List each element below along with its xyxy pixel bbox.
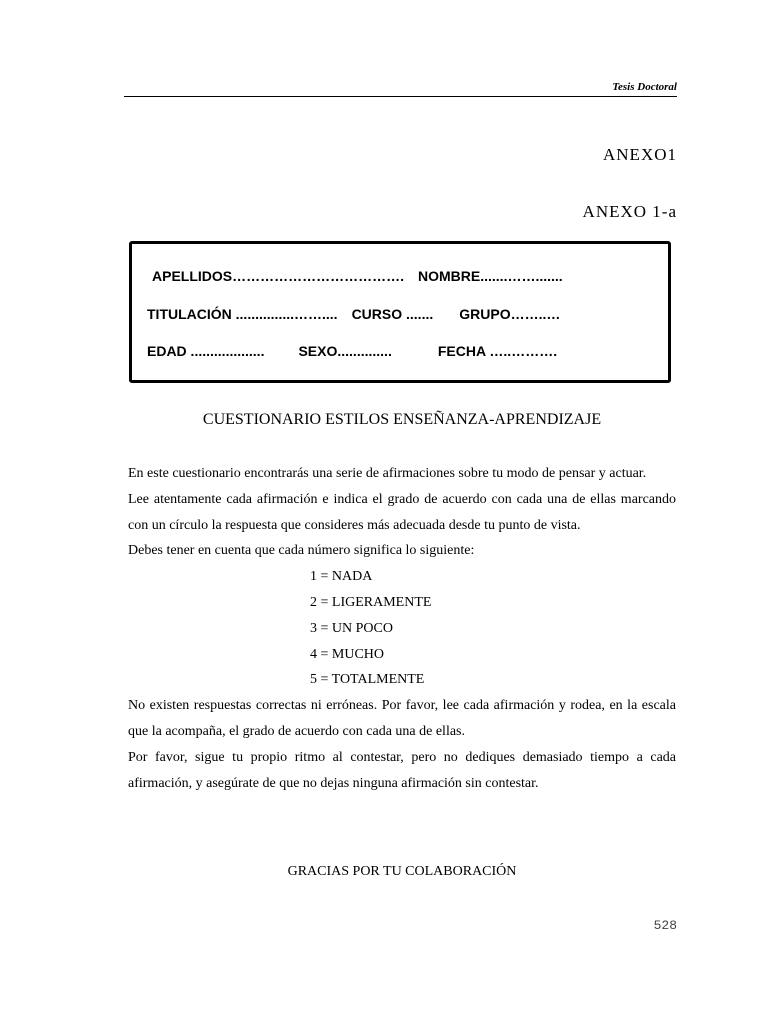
rating-scale xyxy=(310,564,676,693)
intro-paragraph: Debes tener en cuenta que cada número significa lo siguiente: xyxy=(128,543,475,559)
scale-item: 2 = LIGERAMENTE xyxy=(310,594,432,610)
form-row-name xyxy=(152,268,563,284)
annex-subtitle: ANEXO 1-a xyxy=(582,202,677,221)
scale-item: 1 = NADA xyxy=(310,569,373,585)
student-info-form xyxy=(129,241,671,383)
page-number: 528 xyxy=(653,918,677,933)
intro-paragraph: Lee atentamente cada afirmación e indica el grado de acuerdo con cada una de ellas marcando con un círculo la respuesta que consideres más adecuada desde tu punto de vista. xyxy=(128,491,676,533)
outro-paragraph: No existen respuestas correctas ni erróneas. Por favor, lee cada afirmación y rodea, en la escala que la acompaña, el grado de acuerdo con cada una de ellas. xyxy=(128,698,676,739)
form-row-personal xyxy=(147,343,557,359)
curso-field[interactable]: CURSO ....... xyxy=(351,306,434,322)
running-header: Tesis Doctoral xyxy=(612,81,677,93)
nombre-field[interactable]: NOMBRE.......……....... xyxy=(418,268,563,284)
scale-item: 4 = MUCHO xyxy=(310,646,385,662)
questionnaire-title: CUESTIONARIO ESTILOS ENSEÑANZA-APRENDIZAJE xyxy=(202,411,602,428)
intro-paragraph: En este cuestionario encontrarás una serie de afirmaciones sobre tu modo de pensar y actuar. xyxy=(128,466,647,481)
form-row-course xyxy=(147,306,560,322)
annex-title: ANEXO1 xyxy=(603,145,677,164)
scale-item: 5 = TOTALMENTE xyxy=(310,672,425,688)
edad-field[interactable]: EDAD ................... xyxy=(147,343,265,359)
header-divider xyxy=(124,96,677,97)
thanks-line: GRACIAS POR TU COLABORACIÓN xyxy=(287,864,517,879)
apellidos-field[interactable]: APELLIDOS………………………………. xyxy=(152,268,405,284)
titulacion-field[interactable]: TITULACIÓN ...............…….... xyxy=(147,306,338,322)
grupo-field[interactable]: GRUPO……..… xyxy=(459,306,561,322)
outro-paragraph: Por favor, sigue tu propio ritmo al contestar, pero no dediques demasiado tiempo a cada afirmación, y asegúrate de que no dejas ninguna afirmación sin contestar. xyxy=(128,749,676,791)
sexo-field[interactable]: SEXO.............. xyxy=(298,343,392,359)
instructions xyxy=(128,461,676,796)
scale-item: 3 = UN POCO xyxy=(310,620,393,636)
fecha-field[interactable]: FECHA …..………. xyxy=(437,343,558,359)
